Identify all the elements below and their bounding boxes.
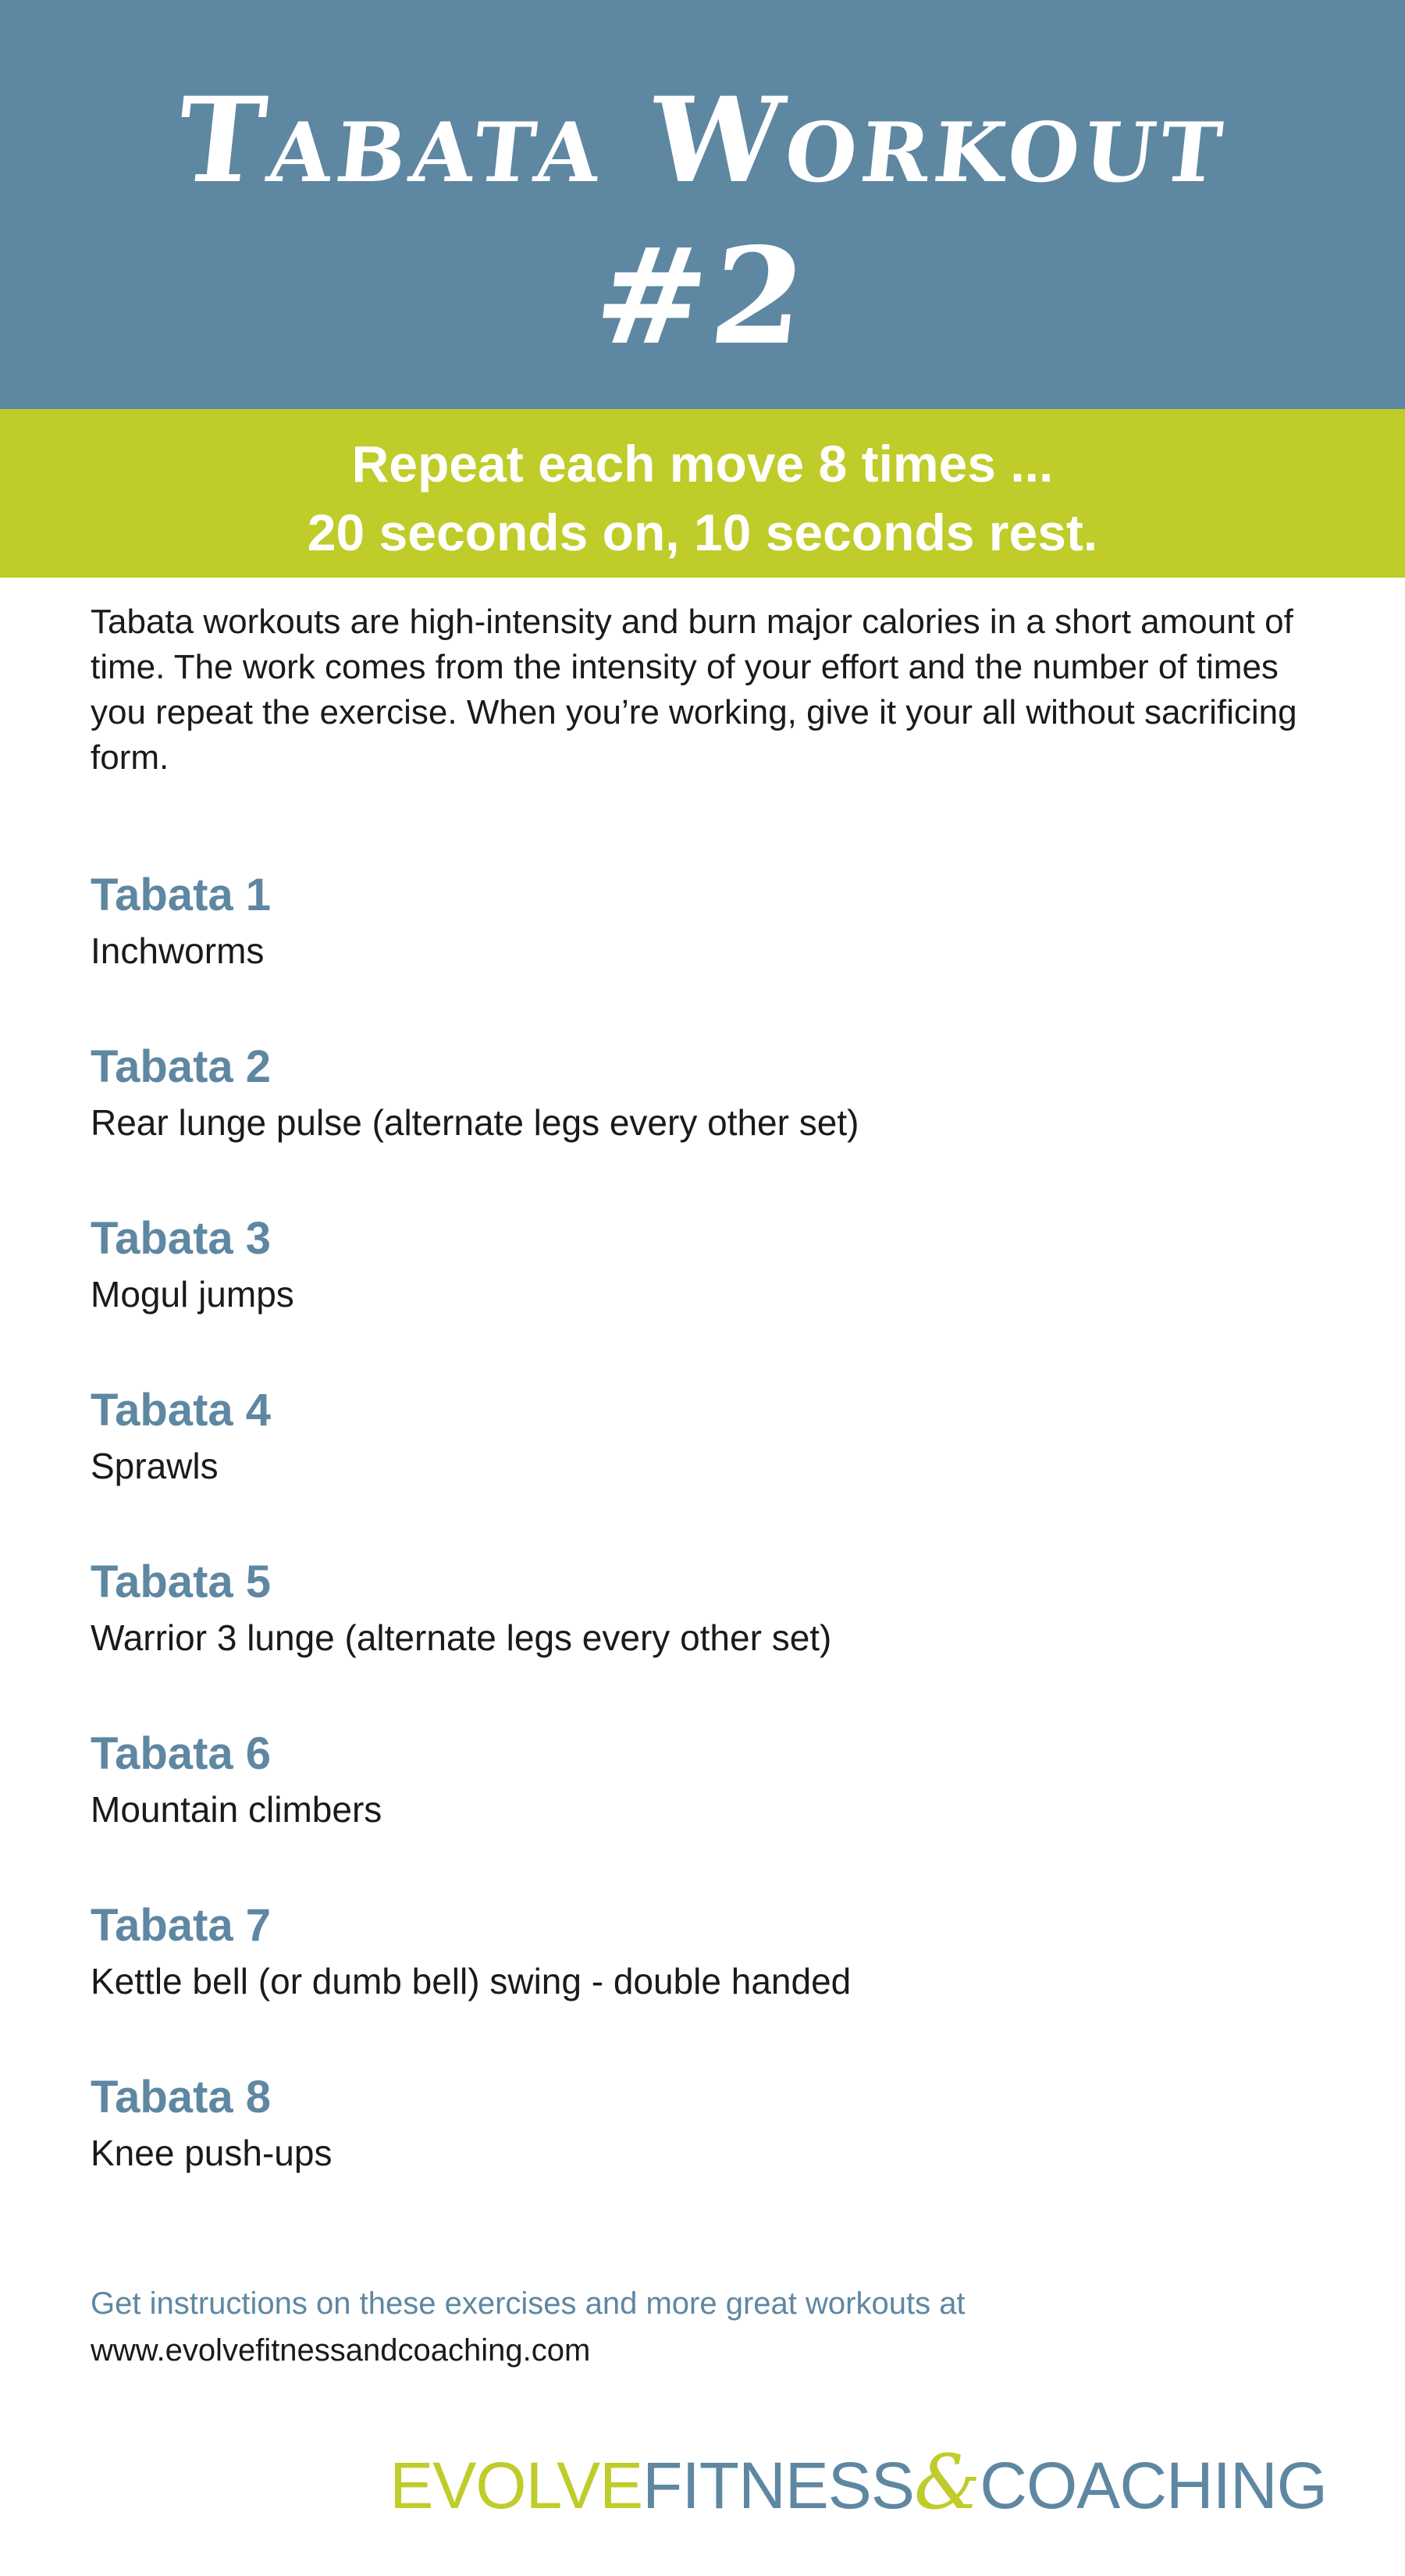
- tabata-heading: Tabata 7: [91, 1900, 272, 1951]
- tabata-item: [91, 1383, 1339, 1489]
- tabata-move: Kettle bell (or dumb bell) swing - double handed: [91, 1961, 852, 2001]
- instruction-line-1: Repeat each move 8 times ...: [351, 435, 1054, 493]
- brand-logo: [389, 2439, 1327, 2526]
- tabata-heading: Tabata 3: [91, 1213, 272, 1264]
- intro-paragraph: Tabata workouts are high-intensity and burn major calories in a short amount of time. The work comes from the intensity of your effort and the number of times you repeat the exercise. When you’re working, give it your all without sacrificing form.: [91, 603, 1297, 777]
- tabata-move: Mountain climbers: [91, 1789, 382, 1830]
- tabata-move: Mogul jumps: [91, 1274, 294, 1315]
- tabata-move: Knee push-ups: [91, 2133, 333, 2173]
- tabata-item: [91, 1212, 1339, 1318]
- footer-url-link[interactable]: www.evolvefitnessandcoaching.com: [91, 2333, 591, 2368]
- page-title-number: #2: [588, 219, 817, 375]
- header-banner: [0, 0, 1405, 409]
- logo-evolve: EVOLVE: [389, 2449, 643, 2522]
- tabata-move: Warrior 3 lunge (alternate legs every other set): [91, 1617, 832, 1658]
- tabata-move: Sprawls: [91, 1446, 219, 1486]
- tabata-move: Inchworms: [91, 930, 265, 971]
- tabata-item: [91, 1040, 1339, 1146]
- tabata-item: [91, 868, 1339, 974]
- page-title: Tabata Workout: [170, 72, 1235, 209]
- instruction-band: [0, 409, 1405, 578]
- tabata-heading: Tabata 2: [91, 1041, 272, 1092]
- tabata-heading: Tabata 5: [91, 1557, 272, 1607]
- instruction-line-2: 20 seconds on, 10 seconds rest.: [307, 503, 1098, 561]
- logo-ampersand: &: [913, 2439, 980, 2526]
- logo-fitness: FITNESS: [642, 2449, 914, 2522]
- tabata-item: [91, 1727, 1339, 1833]
- tabata-move: Rear lunge pulse (alternate legs every other set): [91, 1102, 859, 1143]
- tabata-item: [91, 1898, 1339, 2005]
- tabata-heading: Tabata 8: [91, 2072, 272, 2122]
- tabata-heading: Tabata 4: [91, 1385, 272, 1436]
- tabata-heading: Tabata 6: [91, 1728, 272, 1779]
- footer-instructions: Get instructions on these exercises and more great workouts at: [91, 2286, 966, 2321]
- tabata-item: [91, 1555, 1339, 1661]
- logo-coaching: COACHING: [980, 2449, 1327, 2522]
- tabata-heading: Tabata 1: [91, 870, 272, 920]
- tabata-item: [91, 2070, 1339, 2176]
